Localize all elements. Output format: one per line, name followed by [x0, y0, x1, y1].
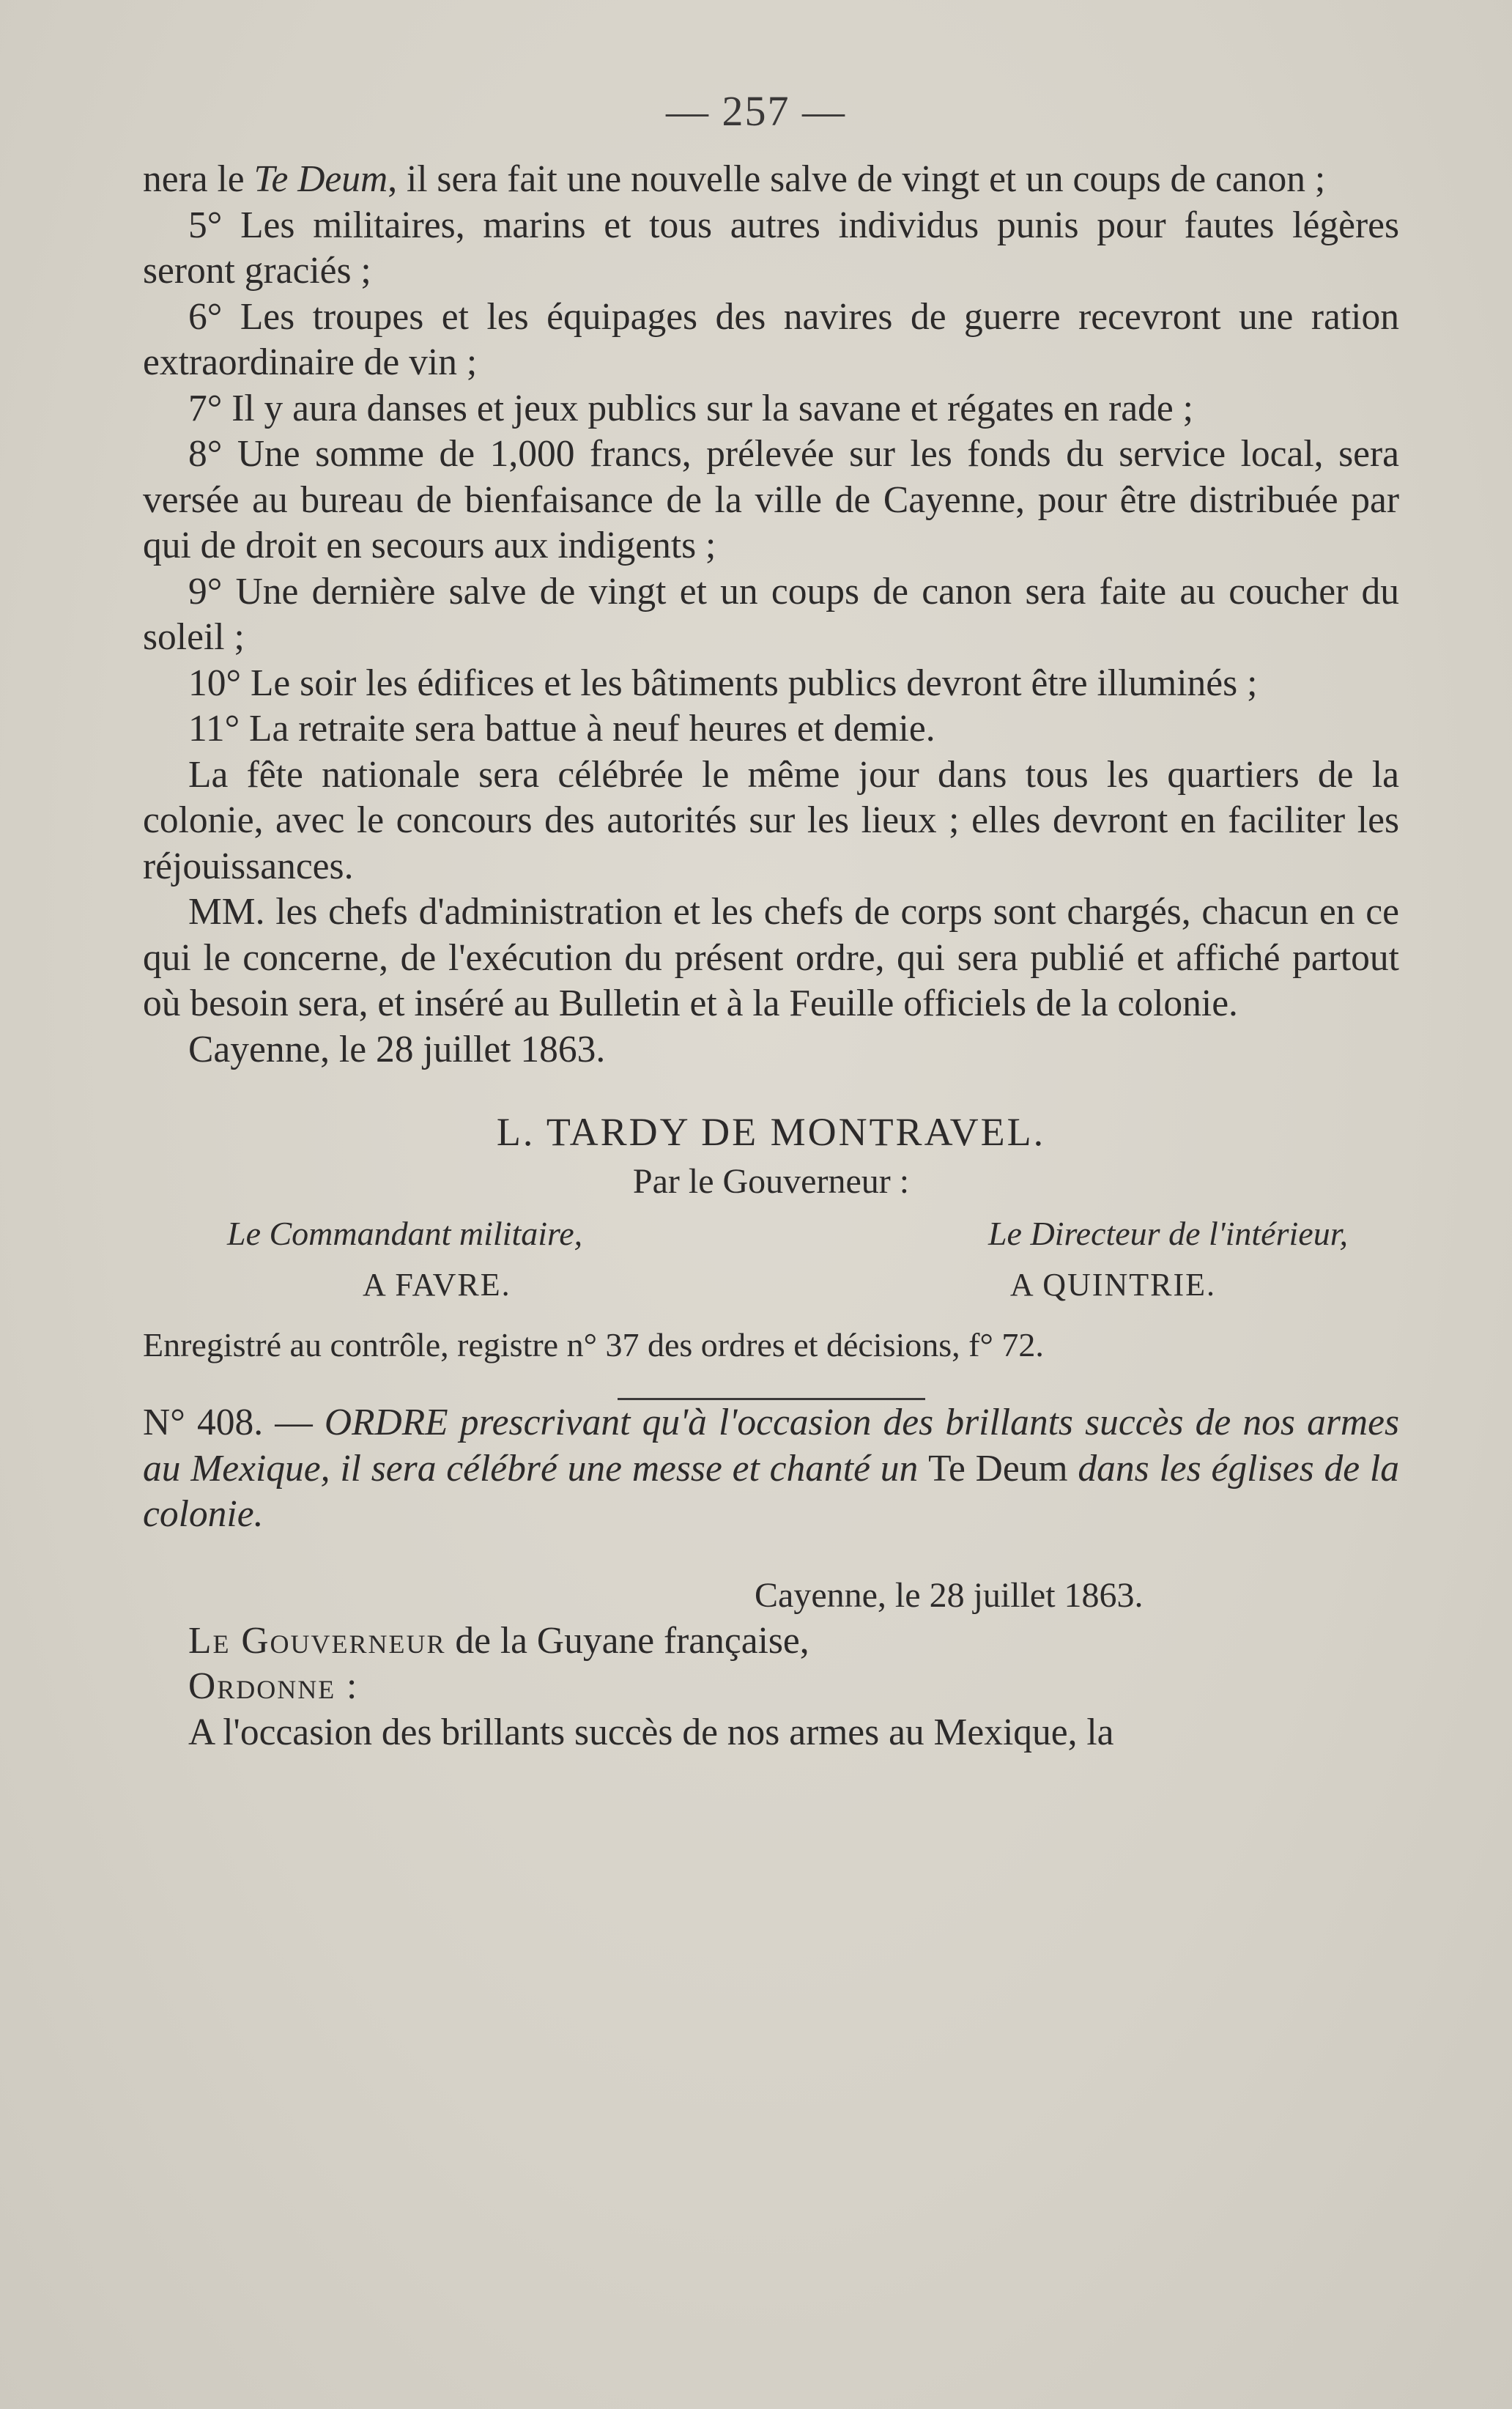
article-7: 7° Il y aura danses et jeux publics sur la savane et régates en rade ; — [188, 387, 1193, 429]
page-number: — 257 — — [666, 87, 846, 135]
decree-dateline: Cayenne, le 28 juillet 1863. — [755, 1575, 1144, 1615]
paragraph-te-deum-rest: , il sera fait une nouvelle salve de vingt et un coups de canon ; — [388, 158, 1326, 200]
date-place: Cayenne, le 28 juillet 1863. — [188, 1028, 606, 1070]
officials-names — [143, 1263, 1399, 1307]
decree-number: N° 408. — — [143, 1402, 325, 1443]
paragraph-fete-nationale: La fête nationale sera célébrée le même jour dans tous les quartiers de la colonie, avec le concours des autorités sur les lieux ; elles devront en faciliter les réjouissances. — [143, 753, 1399, 887]
page-body — [143, 157, 1399, 1755]
te-deum-italic: Te Deum — [253, 158, 388, 200]
ordonne-label: Ordonne : — [188, 1665, 359, 1707]
paragraph-te-deum — [143, 157, 1399, 203]
article-8: 8° Une somme de 1,000 francs, prélevée sur les fonds du service local, sera versée au bureau de bienfaisance de la ville de Cayenne, pour être distribuée par qui de droit en secours aux indigents ; — [143, 433, 1399, 566]
governor-signature: L. TARDY DE MONTRAVEL. — [496, 1110, 1046, 1154]
decree-408-title — [143, 1400, 1399, 1538]
registration-note: Enregistré au contrôle, registre n° 37 des ordres et décisions, f° 72. — [143, 1326, 1044, 1363]
article-5: 5° Les militaires, marins et tous autres individus punis pour fautes légères seront graciés ; — [143, 204, 1399, 292]
commandant-militaire-title: Le Commandant militaire, — [227, 1215, 583, 1252]
directeur-interieur-title: Le Directeur de l'intérieur, — [987, 1215, 1348, 1252]
decree-title-italic-1: ORDRE prescrivant qu'à l'occasion des brillants succès de nos armes au Mexique, il sera célébré une messe et chanté un — [143, 1402, 1399, 1490]
directeur-interieur-name: A QUINTRIE. — [1009, 1267, 1216, 1303]
governor-line-rest: de la Guyane française, — [445, 1619, 809, 1662]
article-9: 9° Une dernière salve de vingt et un coups de canon sera faite au coucher du soleil ; — [143, 570, 1399, 658]
commandant-militaire-name: A FAVRE. — [363, 1267, 511, 1303]
article-10: 10° Le soir les édifices et les bâtiments publics devront être illuminés ; — [188, 662, 1258, 704]
decree-title-te-deum: Te Deum — [928, 1447, 1068, 1490]
decree-first-line: A l'occasion des brillants succès de nos armes au Mexique, la — [188, 1711, 1114, 1753]
ordonne-line — [143, 1664, 1399, 1710]
article-6: 6° Les troupes et les équipages des navires de guerre recevront une ration extraordinaire de vin ; — [143, 295, 1399, 383]
article-11: 11° La retraite sera battue à neuf heures et demie. — [188, 708, 935, 750]
governor-line — [143, 1618, 1399, 1665]
officials-titles — [143, 1212, 1399, 1256]
paragraph-te-deum-prefix: nera le — [143, 158, 254, 200]
par-le-gouverneur: Par le Gouverneur : — [632, 1162, 910, 1201]
decree-title-italic-2: dans les églises de la colonie. — [143, 1447, 1399, 1535]
governor-label: Le Gouverneur — [188, 1619, 446, 1662]
paragraph-execution: MM. les chefs d'administration et les chefs de corps sont chargés, chacun en ce qui le concerne, de l'exécution du présent ordre, qui sera publié et affiché partout où besoin sera, et inséré au Bulletin et à la Feuille officiels de la colonie. — [143, 891, 1399, 1024]
